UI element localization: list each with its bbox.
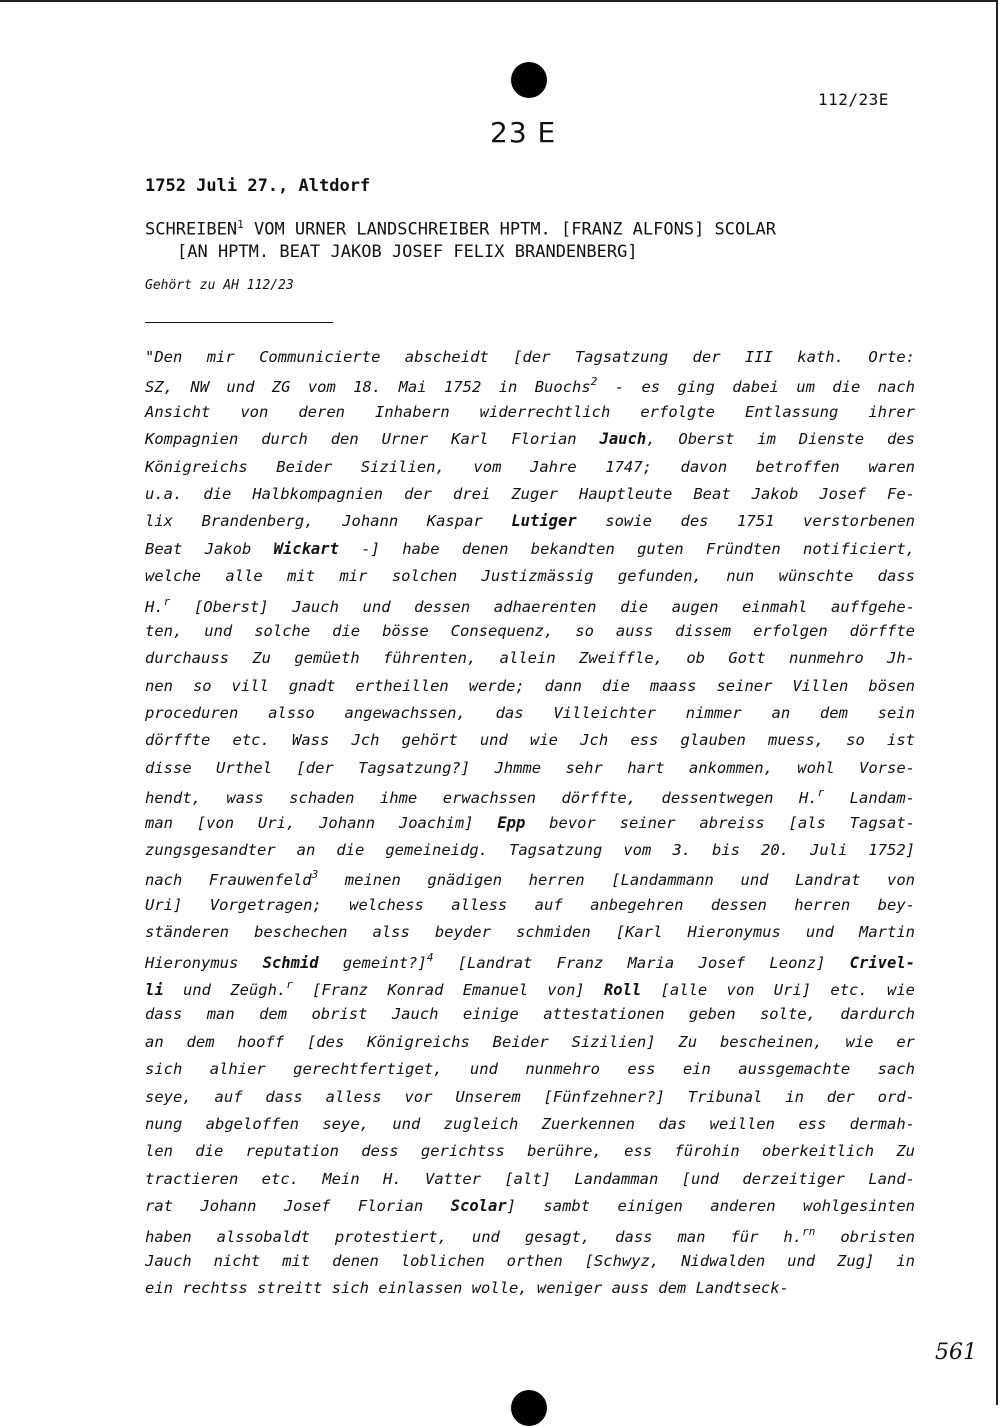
text-segment: ein rechtss streitt sich einlassen wolle, weniger auss dem Landtseck-: [145, 1279, 789, 1298]
body-line: [145, 896, 915, 923]
text-segment: tractieren etc. Mein H. Vatter [alt] Landamman [und derzeitiger Land-: [145, 1169, 915, 1188]
body-line: [145, 595, 915, 622]
body-line: [145, 403, 915, 430]
title-line-2: [AN HPTM. BEAT JAKOB JOSEF FELIX BRANDENBERG]: [177, 241, 638, 262]
body-line: [145, 1060, 915, 1087]
footnote-marker: rn: [802, 1224, 816, 1238]
text-segment: nen so vill gnadt ertheillen werde; dann die maass seiner Villen bösen: [145, 676, 915, 695]
body-line: [145, 512, 915, 539]
body-line: [145, 1005, 915, 1032]
punch-hole-top: [511, 62, 547, 98]
text-segment: SZ, NW und ZG vom 18. Mai 1752 in Buochs: [145, 378, 591, 397]
body-line: [145, 951, 915, 978]
text-segment: dörffte etc. Wass Jch gehört und wie Jch ess glauben muess, so ist: [145, 731, 915, 750]
text-segment: haben alssobaldt protestiert, und gesagt, dass man für h.: [145, 1227, 803, 1246]
title-line-1: [145, 214, 776, 241]
text-segment: Uri] Vorgetragen; welchess alless auf anbegehren dessen herren bey-: [145, 895, 915, 914]
body-line: [145, 430, 915, 457]
title-line-1-post: VOM URNER LANDSCHREIBER HPTM. [FRANZ ALFONS] SCOLAR: [243, 219, 776, 240]
body-line: [145, 458, 915, 485]
body-line: [145, 1252, 915, 1279]
text-segment: Beat Jakob: [145, 539, 274, 558]
text-segment: Jauch nicht mit denen loblichen orthen [Schwyz, Nidwalden und Zug] in: [145, 1251, 915, 1270]
text-segment: li: [145, 980, 164, 999]
body-line: [145, 1115, 915, 1142]
footnote-marker: 4: [426, 950, 434, 964]
text-segment: H.: [145, 597, 164, 616]
text-segment: rat Johann Josef Florian: [145, 1197, 451, 1216]
text-segment: man [von Uri, Johann Joachim]: [145, 813, 498, 832]
text-segment: ] sambt einigen anderen wohlgesinten: [506, 1197, 915, 1216]
footnote-marker: r: [286, 977, 293, 991]
body-line: [145, 1033, 915, 1060]
footnote-marker: 2: [590, 375, 598, 389]
text-segment: Lutiger: [511, 512, 577, 531]
text-segment: zungsgesandter an die gemeineidg. Tagsatzung vom 3. bis 20. Juli 1752]: [145, 841, 915, 860]
text-segment: Landam-: [824, 789, 915, 808]
body-line: [145, 1088, 915, 1115]
text-segment: nach Frauwenfeld: [145, 871, 312, 890]
text-segment: hendt, wass schaden ihme erwachssen dörffte, dessentwegen H.: [145, 789, 818, 808]
belongs-to-note: Gehört zu AH 112/23: [145, 278, 294, 293]
body-line: [145, 375, 915, 402]
text-segment: gemeint?]: [318, 953, 427, 972]
text-segment: durchauss Zu gemüeth führenten, allein Zweiffle, ob Gott nunmehro Jh-: [145, 649, 915, 668]
text-segment: welche alle mit mir solchen Justizmässig gefunden, nun wünschte dass: [145, 567, 915, 586]
text-segment: Roll: [603, 980, 642, 999]
text-segment: len die reputation dess gerichtss berühre, ess fürohin oberkeitlich Zu: [145, 1142, 915, 1161]
footnote-marker: 1: [237, 218, 244, 231]
text-segment: proceduren alsso angewachssen, das Villeichter nimmer an dem sein: [145, 704, 915, 723]
body-line: [145, 978, 915, 1005]
text-segment: lix Brandenberg, Johann Kaspar: [145, 512, 512, 531]
body-line: [145, 786, 915, 813]
body-line: [145, 731, 915, 758]
body-line: [145, 759, 915, 786]
text-segment: Hieronymus: [145, 953, 263, 972]
body-line: [145, 704, 915, 731]
dateline: 1752 Juli 27., Altdorf: [145, 176, 371, 196]
text-segment: Ansicht von deren Inhabern widerrechtlich erfolgte Entlassung ihrer: [145, 402, 915, 421]
body-line: [145, 649, 915, 676]
body-line: [145, 868, 915, 895]
text-segment: Wickart: [273, 539, 339, 558]
text-segment: Crivel-: [849, 953, 915, 972]
page-number-handwritten: 561: [935, 1340, 977, 1365]
text-segment: ständeren beschechen alss beyder schmiden [Karl Hieronymus und Martin: [145, 923, 915, 942]
body-line: [145, 1279, 915, 1306]
text-segment: sich alhier gerechtfertiget, und nunmehro ess ein aussgemachte sach: [145, 1060, 915, 1079]
text-segment: Kompagnien durch den Urner Karl Florian: [145, 430, 600, 449]
text-segment: an dem hooff [des Königreichs Beider Sizilien] Zu bescheinen, wie er: [145, 1032, 915, 1051]
text-segment: bevor seiner abreiss [als Tagsat-: [525, 813, 915, 832]
document-title: [145, 214, 776, 263]
body-line: [145, 348, 915, 375]
text-segment: dass man dem obrist Jauch einige attestationen geben solte, dardurch: [145, 1005, 915, 1024]
body-line: [145, 485, 915, 512]
body-line: [145, 923, 915, 950]
text-segment: [alle von Uri] etc. wie: [641, 980, 915, 999]
text-segment: -] habe denen bekandten guten Fründten notificiert,: [338, 539, 915, 558]
body-line: [145, 1225, 915, 1252]
body-line: [145, 677, 915, 704]
body-line: [145, 540, 915, 567]
body-line: [145, 1170, 915, 1197]
body-line: [145, 841, 915, 868]
text-segment: meinen gnädigen herren [Landammann und Landrat von: [318, 871, 915, 890]
body-line: [145, 567, 915, 594]
text-segment: [Landrat Franz Maria Josef Leonz]: [433, 953, 850, 972]
text-segment: u.a. die Halbkompagnien der drei Zuger Hauptleute Beat Jakob Josef Fe-: [145, 484, 915, 503]
handwritten-number: 23 E: [490, 116, 557, 149]
text-segment: und Zeügh.: [163, 980, 287, 999]
text-segment: "Den mir Communicierte abscheidt [der Tagsatzung der III kath. Orte:: [145, 348, 915, 366]
body-line: [145, 1142, 915, 1169]
punch-hole-bottom: [511, 1390, 547, 1426]
separator-rule: [145, 322, 333, 323]
text-segment: ten, und solche die bösse Consequenz, so auss dissem erfolgen dörffte: [145, 621, 915, 640]
body-line: [145, 622, 915, 649]
reference-number: 112/23E: [818, 90, 889, 109]
text-segment: nung abgeloffen seye, und zugleich Zuerkennen das weillen ess dermah-: [145, 1114, 915, 1133]
body-line: [145, 814, 915, 841]
footnote-marker: 3: [311, 868, 319, 882]
text-segment: Jauch: [599, 430, 647, 449]
text-segment: Epp: [497, 813, 526, 832]
text-segment: [Franz Konrad Emanuel von]: [292, 980, 604, 999]
text-segment: Königreichs Beider Sizilien, vom Jahre 1747; davon betroffen waren: [145, 457, 915, 476]
text-segment: - es ging dabei um die nach: [597, 378, 915, 397]
text-segment: [Oberst] Jauch und dessen adhaerenten die augen einmahl auffgehe-: [170, 597, 915, 616]
footnote-marker: r: [817, 786, 825, 800]
title-line-1-pre: SCHREIBEN: [145, 219, 238, 240]
text-segment: Schmid: [262, 953, 319, 972]
letter-body: [145, 348, 915, 1307]
body-line: [145, 1197, 915, 1224]
text-segment: , Oberst im Dienste des: [646, 430, 915, 449]
text-segment: Scolar: [450, 1197, 507, 1216]
text-segment: sowie des 1751 verstorbenen: [576, 512, 915, 531]
text-segment: disse Urthel [der Tagsatzung?] Jhmme sehr hart ankommen, wohl Vorse-: [145, 758, 915, 777]
footnote-marker: r: [163, 594, 171, 608]
text-segment: obristen: [815, 1227, 915, 1246]
text-segment: seye, auf dass alless vor Unserem [Fünfzehner?] Tribunal in der ord-: [145, 1087, 915, 1106]
